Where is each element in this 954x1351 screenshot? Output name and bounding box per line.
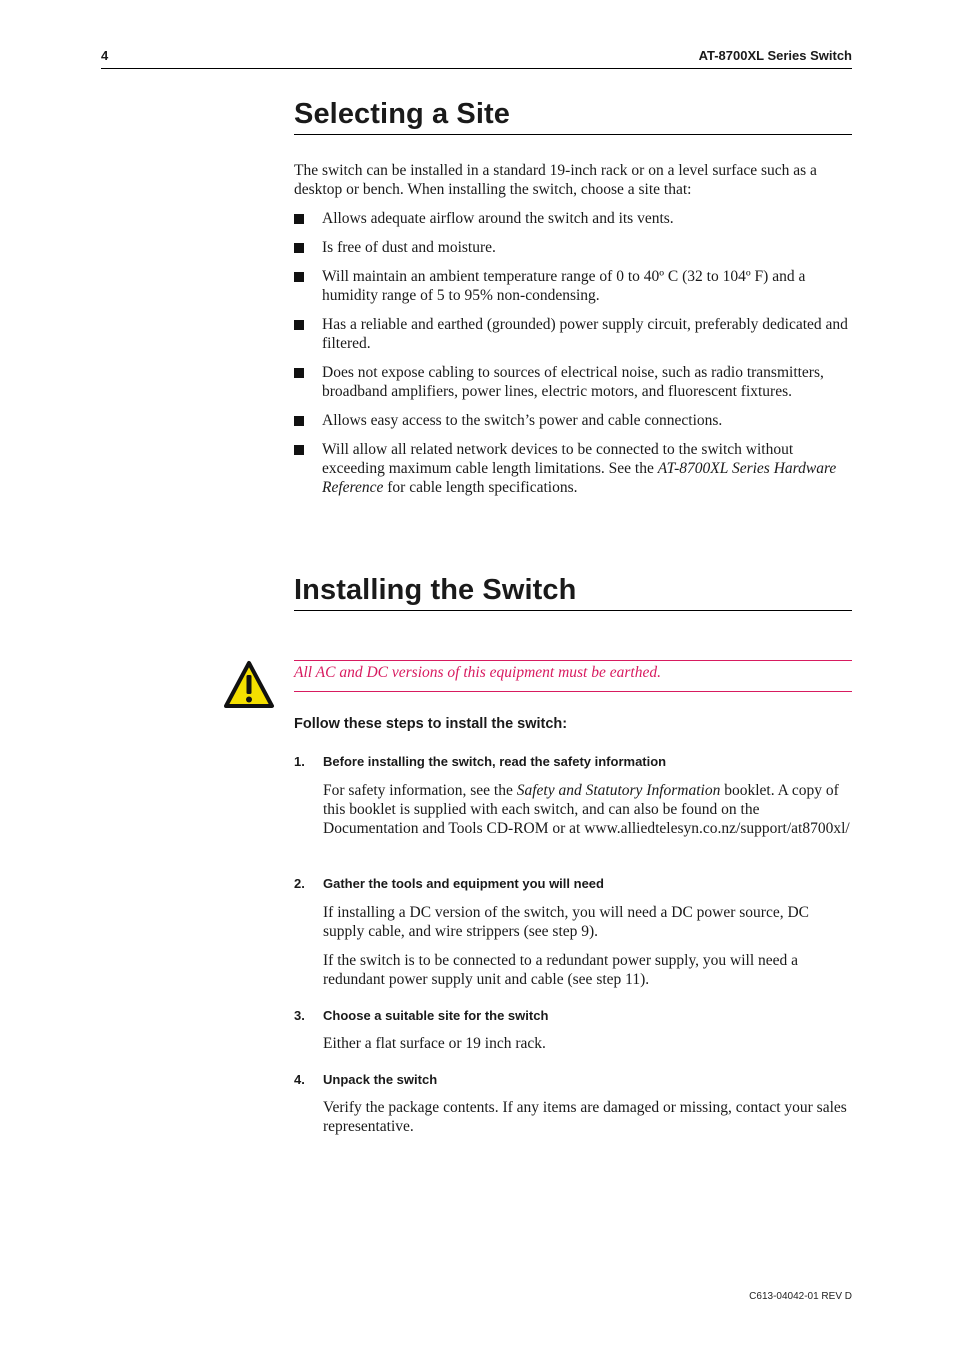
list-item [294, 440, 854, 497]
warning-text: All AC and DC versions of this equipment must be earthed. [294, 664, 661, 681]
step-number: 4. [294, 1072, 305, 1087]
site-requirements-list [294, 209, 854, 507]
step-title: Before installing the switch, read the safety information [323, 754, 667, 769]
bullet-square-icon [294, 416, 304, 426]
list-item [294, 209, 854, 228]
step-body: Either a flat surface or 19 inch rack. [323, 1035, 546, 1052]
step-title: Choose a suitable site for the switch [323, 1008, 549, 1023]
list-item-text-part: Will allow all related network devices to be connected to the switch without exceeding maximum cable length limitations. See the [322, 441, 794, 477]
list-item [294, 315, 854, 353]
list-item [294, 267, 854, 305]
list-item [294, 363, 854, 401]
list-item-text: Has a reliable and earthed (grounded) power supply circuit, preferably dedicated and filtered. [322, 316, 848, 352]
list-item-text [322, 441, 836, 496]
bullet-square-icon [294, 214, 304, 224]
page-number: 4 [101, 48, 109, 63]
step-title: Unpack the switch [323, 1072, 438, 1087]
header-rule [101, 68, 852, 69]
list-item-text: Allows easy access to the switch’s power and cable connections. [322, 412, 723, 429]
step-number: 2. [294, 876, 305, 891]
step-body-text: booklet. A copy of this booklet is supplied with each switch, and can also be found on the Documentation and Tools CD-ROM or at www.alliedtelesyn.co.nz/support/at8700xl/ [323, 782, 850, 837]
step-body: Verify the package contents. If any items are damaged or missing, contact your sales representative. [323, 1099, 847, 1135]
running-header-title: AT-8700XL Series Switch [698, 48, 852, 63]
step-body: If installing a DC version of the switch, you will need a DC power source, DC supply cable, and wire strippers (see step 9). [323, 904, 810, 940]
steps-lead-text: Follow these steps to install the switch: [294, 716, 568, 732]
bullet-square-icon [294, 320, 304, 330]
bullet-square-icon [294, 243, 304, 253]
warning-triangle-icon [223, 660, 275, 710]
list-item-text: Allows adequate airflow around the switch and its vents. [322, 210, 674, 227]
site-intro-paragraph: The switch can be installed in a standard 19-inch rack or on a level surface such as a desktop or bench. When installing the switch, choose a site that: [294, 162, 817, 198]
step-body-text: For safety information, see the [323, 782, 517, 799]
bullet-square-icon [294, 445, 304, 455]
list-item [294, 411, 854, 430]
list-item-text: Does not expose cabling to sources of electrical noise, such as radio transmitters, broadband amplifiers, power lines, electric motors, and fluorescent fixtures. [322, 364, 824, 400]
step-title: Gather the tools and equipment you will need [323, 876, 604, 891]
section-heading-installing-switch: Installing the Switch [294, 575, 852, 611]
bullet-square-icon [294, 272, 304, 282]
step-number: 1. [294, 754, 305, 769]
document-code: C613-04042-01 REV D [749, 1291, 852, 1302]
hardware-reference-title: AT-8700XL Series Hardware Reference [322, 460, 837, 496]
bullet-square-icon [294, 368, 304, 378]
safety-booklet-title: Safety and Statutory Information [516, 782, 721, 799]
list-item-text: Is free of dust and moisture. [322, 239, 496, 256]
list-item-text: Will maintain an ambient temperature range of 0 to 40º C (32 to 104º F) and a humidity range of 5 to 95% non-condensing. [322, 268, 806, 304]
step-body: If the switch is to be connected to a redundant power supply, you will need a redundant power supply unit and cable (see step 11). [323, 952, 799, 988]
list-item [294, 238, 854, 257]
step-number: 3. [294, 1008, 305, 1023]
list-item-text-part: for cable length specifications. [383, 479, 578, 496]
step-body [323, 781, 854, 838]
warning-rule-bottom [294, 691, 852, 692]
warning-rule-top [294, 660, 852, 661]
section-heading-selecting-site: Selecting a Site [294, 99, 852, 135]
